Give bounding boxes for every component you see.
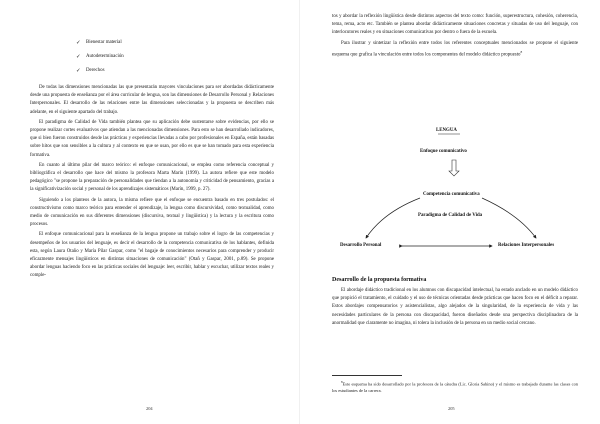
bullet-item: [30, 64, 274, 78]
bullet-text: Autodeterminación: [86, 53, 124, 59]
footnote-rule: [332, 375, 402, 376]
bullet-text: Bienestar material: [86, 39, 122, 45]
body-paragraph: En cuanto al último pilar del marco teórico: el enfoque comunicacional, se emplea como referencia conceptual y bibliográfica el desarrollo que hace del mismo la profesora Marta Marín (1999). La autora refiere que este modelo pedagógico "se propone la preparación de personalidades que tiendan a la autonomía y criticidad de pensamiento, gracias a la significativización social y personal de los aprendizajes sistemáticos (Marín, 1999, p. 27).: [30, 162, 274, 193]
bullet-text: Derechos: [86, 67, 105, 73]
diagram-title: LENGUA: [436, 128, 457, 133]
paragraph-text: Para ilustrar y sintetizar la reflexión entre todos los referentes conceptuales mencionados se propone el siguiente esquema que grafica la vinculación entre todos los componentes del modelo didáctico propuesto: [332, 40, 578, 58]
right-column: [332, 0, 578, 62]
bullet-list: [30, 0, 274, 78]
checkmark-icon: ✓: [76, 39, 81, 46]
diagram-node-competencia: Competencia comunicativa: [423, 192, 480, 197]
right-page: [300, 0, 600, 424]
body-paragraph: El enfoque comunicacional para la enseñanza de la lengua propone un trabajo sobre el logro de las competencias y desempeños de los usuarios del lenguaje, es decir el desarrollo de la competencia comunicativa de los hablantes, definida esta, según Laura Otaño y María Pilar Gaspar, como "el bagaje de conocimientos necesarios para comprender y producir eficazmente mensajes lingüísticos en distintas situaciones de comunicación" (Otañ y Gaspar, 2001, p.89). Se propone abordar lenguas haciendo foco en las prácticas sociales del lenguaje: leer, escribir, hablar y escuchar, utilizar textos reales y comple-: [30, 232, 274, 279]
checkmark-icon: ✓: [76, 67, 81, 74]
page-number: 204: [146, 406, 153, 411]
bullet-item: [30, 50, 274, 64]
body-paragraph: tos y abordar la reflexión lingüística desde distintos aspectos del texto como: función, superestructura, cohesión, coherencia, tema, rema, acto etc. También se plantea abordar didácticamente situaciones concretas y situadas de uso del lenguaje, con interlocutores reales y en situaciones comunicativas por dentro o fuera de la escuela.: [332, 14, 578, 36]
diagram-node-paradigma: Paradigma de Calidad de Vida: [418, 213, 483, 218]
footnote: [332, 379, 578, 394]
left-column: [30, 0, 274, 283]
footnote-text: Este esquema ha sido desarrollado por la profesora de la cátedra (Lic. Gloria Sabino) y el mismo es trabajado durante las clases con los estudiantes de la carrera.: [332, 381, 578, 393]
section-paragraph: El abordaje didáctico tradicional en los alumnos con discapacidad intelectual, ha estado anclado en un modelo didáctico que propició el tratamiento, el cuidado y el uso de técnicas orientadas desde prácticas que hacen foco en el déficit a reparar. Estos abordajes compensatorios y asistencialistas, algo alejados de la singularidad, de la experiencia de vida y las necesidades particulares de la persona con discapacidad, fueron diseñados desde una perspectiva disciplinadora de la anormalidad que claramente no imagina, ni tolera la inclusión de la persona en un medio social cercano.: [332, 288, 578, 326]
section-heading: Desarrollo de la propuesta formativa: [332, 277, 427, 283]
body-paragraph: Siguiendo a los planteos de la autora, la misma refiere que el enfoque se encuentra basado en tres postulados: el constructivismo como marco teórico para entender el aprendizaje, la lengua como discursividad, como textualidad, como medio de comunicación en sus diferentes dimensiones (discursiva, textual y lingüística) y la lectura y la escritura como procesos.: [30, 197, 274, 228]
down-arrow-icon: [449, 160, 459, 176]
page-number: 205: [448, 406, 455, 411]
diagram-node-enfoque: Enfoque comunicativo: [420, 149, 467, 154]
diagram-node-left: Desarrollo Personal: [340, 243, 382, 248]
curve-arrow-left: [366, 198, 420, 238]
footnote-number: 8: [341, 380, 343, 384]
body-paragraph: [332, 40, 578, 60]
body-paragraph: El paradigma de Calidad de Vida también plantea que su aplicación debe sustentarse sobre evidencias, por ello se propone realizar cortes evaluativos que atiendan a las mencionadas dimensiones. Para esto se han desarrollado indicadores, que si bien fueron construidos desde las prácticas y experiencias llevadas a cabo por profesionales en España, están basadas sobre hitos que son sensibles a la cultura y al contexto en que se usan, por ello es que se han tomado para esta experiencia formativa.: [30, 119, 274, 158]
body-paragraph: De todas las dimensiones mencionadas las que presentarán mayores vinculaciones para ser abordadas didácticamente desde una propuesta de enseñanza por el área curricular de lengua, son las dimensiones de Desarrollo Personal y Relaciones Interpersonales. El desarrollo de las relaciones entre las dimensiones seleccionadas y la propuesta se describen más adelante, en el siguiente apartado del trabajo.: [30, 85, 274, 115]
footnote-marker: 8: [520, 49, 523, 54]
checkmark-icon: ✓: [76, 53, 81, 60]
diagram-node-right: Relaciones Interpersonales: [498, 243, 555, 248]
bullet-item: [30, 36, 274, 50]
concept-diagram: [332, 125, 578, 255]
curve-arrow-right: [482, 198, 536, 238]
diagram-arrows: [332, 125, 578, 255]
